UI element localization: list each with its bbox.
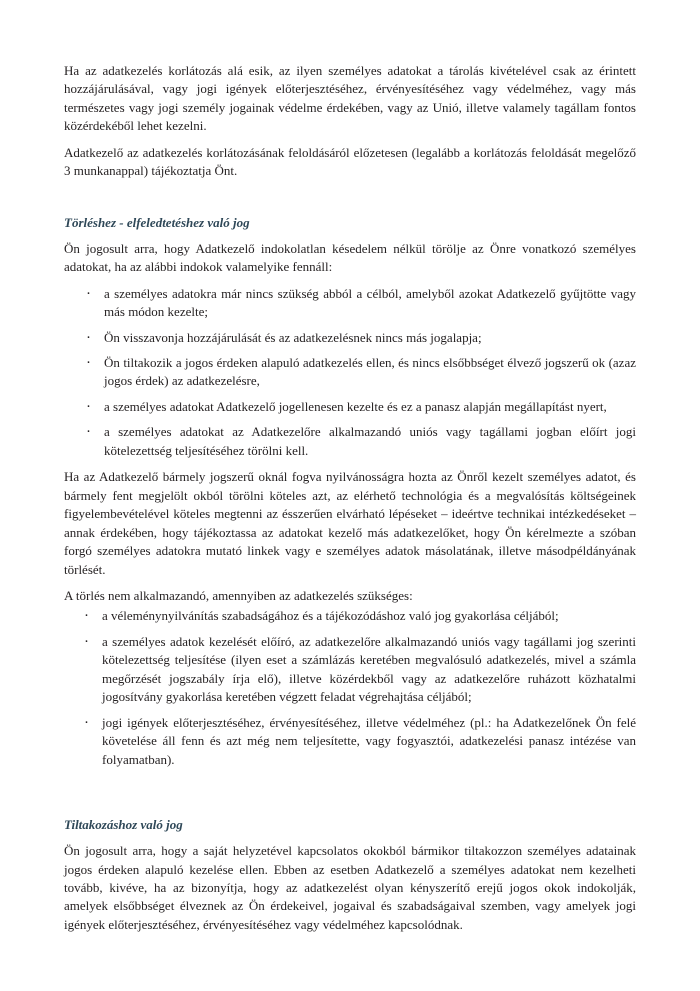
intro-paragraph-1: Ha az adatkezelés korlátozás alá esik, az ilyen személyes adatokat a tárolás kivételével csak az érintett hozzájárulásával, vagy jogi igények előterjesztéséhez, érvényesítéséhez vagy védelméhez, vagy más természetes vagy jogi személy jogainak védelme érdekében, vagy az Unió, illetve valamely tagállam fontos közérdekéből lehet kezelni.: [64, 63, 636, 134]
list-item: · jogi igények előterjesztéséhez, érvényesítéséhez, illetve védelméhez (pl.: ha Adatkezelőnek Ön felé követelése áll fenn és azt még nem teljesítette, vagy fogyasztói, adatkezelési panasz intézése van folyamatban).: [64, 714, 636, 769]
erasure-reasons-list: [64, 285, 636, 461]
section-spacer: [64, 189, 636, 193]
list-item: · a személyes adatokat az Adatkezelőre alkalmazandó uniós vagy tagállami jogban előírt jogi kötelezettség teljesítéséhez törölni kell.: [64, 423, 636, 460]
section-heading-objection: Tiltakozáshoz való jog: [64, 817, 183, 833]
list-item: · a személyes adatokra már nincs szükség abból a célból, amelyből azokat Adatkezelő gyűjtötte vagy más módon kezelte;: [64, 285, 636, 322]
list-item: · a véleménynyilvánítás szabadságához és a tájékozódáshoz való jog gyakorlása céljából;: [64, 607, 636, 625]
erasure-exceptions-list: [64, 607, 636, 769]
intro-paragraph-2: Adatkezelő az adatkezelés korlátozásának feloldásáról előzetesen (legalább a korlátozás feloldását megelőző 3 munkanappal) tájékoztatja Önt.: [64, 144, 636, 179]
erasure-publicity-paragraph: Ha az Adatkezelő bármely jogszerű oknál fogva nyilvánosságra hozta az Önről kezelt személyes adatot, és bármely fent megjelölt okból törölni köteles azt, az elérhető technológia és a megvalósítás költségeinek figyelembevételével köteles megtenni az ésszerűen elvárható lépéseket – ideértve technikai intézkedéseket – annak érdekében, hogy tájékoztassa az adatokat kezelő más adatkezelőket, hogy Ön kérelmezte a szóban forgó személyes adatokra mutató linkek vagy e személyes adatok másolatának, illetve másodpéldányának törlését.: [64, 469, 636, 577]
erasure-exceptions-lead: A törlés nem alkalmazandó, amennyiben az adatkezelés szükséges:: [64, 587, 413, 603]
list-item: · a személyes adatok kezelését előíró, az adatkezelőre alkalmazandó uniós vagy tagállami jog szerinti kötelezettség teljesítése (ilyen eset a számlázás keretében megvalósuló adatkezelés, mivel a számla megőrzését jogszabály írja elő), illetve közérdekből vagy az adatkezelőre ruházott közhatalmi jogosítvány gyakorlása keretében végzett feladat végrehajtása céljából;: [64, 633, 636, 707]
erasure-lead-paragraph: Ön jogosult arra, hogy Adatkezelő indokolatlan késedelem nélkül törölje az Önre vonatkozó személyes adatokat, ha az alábbi indokok valamelyike fennáll:: [64, 240, 636, 275]
list-item: · Ön tiltakozik a jogos érdeken alapuló adatkezelés ellen, és nincs elsőbbséget élvező jogszerű ok (azaz jogos érdek) az adatkezelésre,: [64, 354, 636, 391]
objection-paragraph: Ön jogosult arra, hogy a saját helyzetével kapcsolatos okokból bármikor tiltakozzon személyes adatainak jogos érdeken alapuló kezelése ellen. Ebben az esetben Adatkezelő a személyes adatokat nem kezelheti tovább, kivéve, ha az bizonyítja, hogy az adatkezelést olyan kényszerítő erejű jogos okok indokolják, amelyek elsőbbséget élveznek az Ön érdekeivel, jogaival és szabadságaival szemben, vagy amelyek jogi igények előterjesztéséhez, érvényesítéséhez vagy védelméhez kapcsolódnak.: [64, 843, 636, 932]
section-spacer: [64, 777, 636, 787]
section-heading-erasure: Törléshez - elfeledtetéshez való jog: [64, 214, 250, 230]
list-item: · a személyes adatokat Adatkezelő jogellenesen kezelte és ez a panasz alapján megállapítást nyert,: [64, 398, 636, 416]
list-item: · Ön visszavonja hozzájárulását és az adatkezelésnek nincs más jogalapja;: [64, 329, 636, 347]
